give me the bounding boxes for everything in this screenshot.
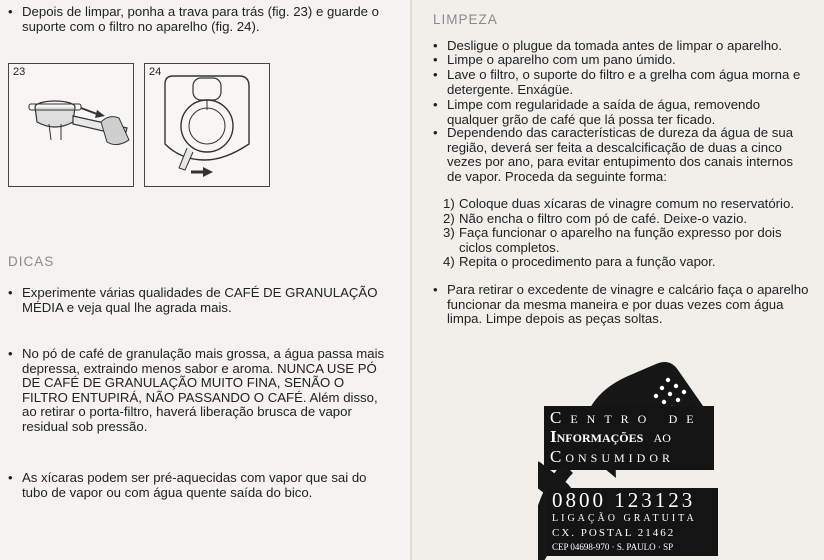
text-line: No pó de café de granulação mais grossa, a água passa mais	[22, 346, 385, 361]
step-text: Não encha o filtro com pó de café. Deixe-o vazio.	[459, 210, 748, 226]
ad-po-box: CX. POSTAL 21462	[552, 527, 676, 539]
text-line: ao retirar o porta-filtro, haverá liberação brusca de vapor	[22, 404, 352, 420]
text-line: residual sob pressão.	[22, 418, 148, 434]
step-text: Faça funcionar o aparelho na função expresso por dois	[459, 225, 782, 241]
ad-title-line-2	[550, 427, 708, 447]
filter-holder-illustration	[9, 64, 133, 186]
ad-free-call: LIGAÇÃO GRATUITA	[552, 513, 697, 524]
step-number: 3)	[443, 225, 455, 241]
text-line: vezes por ano, para evitar entupimento dos canais internos	[447, 154, 794, 170]
bullet-dot: •	[433, 125, 438, 140]
bullet-dot: •	[8, 346, 13, 361]
text-line: DE CAFÉ DE GRANULAÇÃO MUITO FINA, SENÃO O	[22, 375, 345, 391]
bullet-dot: •	[8, 470, 13, 485]
figure-number: 24	[149, 66, 162, 78]
text-line: de vapor. Proceda da seguinte forma:	[447, 168, 667, 184]
text-line: Desligue o plugue da tomada antes de limpar o aparelho.	[447, 38, 783, 53]
step-item-continuation	[443, 241, 823, 256]
bullet-dot: •	[433, 282, 438, 297]
bullet-dot: •	[433, 38, 438, 53]
descaling-steps	[443, 197, 823, 270]
dicas-heading: DICAS	[8, 254, 55, 269]
text-line: Lave o filtro, o suporte do filtro e a grelha com água morna e	[447, 67, 801, 82]
right-page	[412, 0, 824, 560]
text-line: MÉDIA e veja qual lhe agrada mais.	[22, 299, 232, 315]
text-line: Limpe com regularidade a saída de água, removendo	[447, 97, 761, 112]
bullet-dot: •	[8, 285, 13, 300]
bullet-dot: •	[433, 52, 438, 67]
ad-phone-number: 0800 123123	[552, 488, 696, 512]
figure-24	[144, 63, 270, 187]
figure-23	[8, 63, 134, 187]
ad-cep: CEP 04698-970 · S. PAULO · SP	[552, 542, 674, 552]
ad-title-line-1: Centro de	[550, 408, 703, 427]
ad-title-box	[544, 406, 714, 470]
bullet-dot: •	[433, 67, 438, 82]
step-number: 4)	[443, 254, 455, 270]
ad-title-line-3: Consumidor	[550, 447, 675, 466]
text-line: limpa. Limpe depois as peças soltas.	[447, 311, 663, 327]
text-line: suporte com o filtro no aparelho (fig. 24).	[22, 18, 260, 34]
text-line: tubo de vapor ou com água quente saída do bico.	[22, 484, 313, 500]
step-item	[443, 212, 823, 227]
text-line: depressa, extraindo menos sabor e aroma. NUNCA USE PÓ	[22, 360, 377, 376]
text-line: Depois de limpar, ponha a trava para trás (fig. 23) e guarde o	[22, 4, 380, 19]
text-line: Dependendo das características de dureza da água de sua	[447, 125, 794, 140]
bullet-dot: •	[433, 97, 438, 112]
step-number: 2)	[443, 210, 455, 226]
step-text: Repita o procedimento para a função vapor.	[459, 254, 716, 270]
machine-illustration	[145, 64, 269, 186]
step-number: 1)	[443, 196, 455, 211]
text-line: Limpe o aparelho com um pano úmido.	[447, 52, 676, 67]
step-item	[443, 226, 823, 241]
text-line: detergente. Enxágüe.	[447, 81, 574, 97]
text-line: FILTRO ENTUPIRÁ, NÃO PASSANDO O CAFÉ. Além disso,	[22, 389, 378, 405]
text-line: funcionar da mesma maneira e por duas vezes com água	[447, 296, 784, 312]
figure-number: 23	[13, 66, 26, 78]
consumer-info-ad	[538, 358, 824, 560]
bullet-dot: •	[8, 4, 13, 19]
step-item	[443, 197, 823, 212]
text-line: qualquer grão de café que lá possa ter ficado.	[447, 111, 716, 127]
step-text: Coloque duas xícaras de vinagre comum no reservatório.	[459, 196, 794, 211]
limpeza-heading: LIMPEZA	[433, 12, 498, 27]
text-line: As xícaras podem ser pré-aquecidas com vapor que sai do	[22, 470, 367, 485]
step-text: ciclos completos.	[459, 239, 560, 255]
ad-title-informacoes: Informações	[550, 427, 644, 446]
ad-title-ao: ao	[653, 427, 671, 446]
text-line: Experimente várias qualidades de CAFÉ DE GRANULAÇÃO	[22, 285, 378, 300]
text-line: região, deverá ser feita a descalcificação de duas a cinco	[447, 139, 783, 155]
ad-contact-box	[546, 488, 718, 556]
step-item	[443, 255, 823, 270]
text-line: Para retirar o excedente de vinagre e calcário faça o aparelho	[447, 282, 809, 297]
